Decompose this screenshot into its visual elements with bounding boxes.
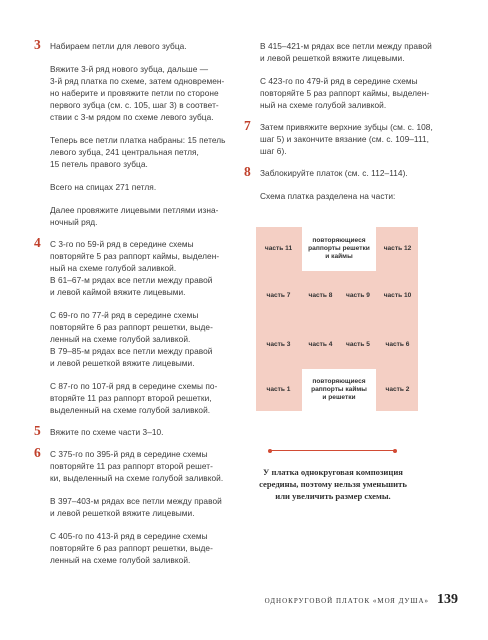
step-number: 5	[34, 423, 41, 438]
scheme-bottom-center: повторяющиеся раппорты каймы и решетки	[302, 369, 376, 411]
paragraph: Набираем петли для левого зубца.	[50, 41, 187, 51]
step-number: 4	[34, 235, 41, 250]
text-line: Вяжите 3-й ряд нового зубца, дальше —	[50, 64, 209, 74]
text-line: шаг 6).	[260, 146, 287, 156]
text-line: ленный на схеме голубой заливкой.	[50, 555, 191, 565]
text-line: ный на схеме голубой заливкой.	[50, 263, 177, 273]
text-line: С 375-го по 395-й ряд в середине схемы	[50, 449, 208, 459]
scheme-part-3: часть 3	[256, 321, 301, 368]
scheme-caption	[252, 466, 414, 502]
text-line: и левой решеткой вяжите лицевыми.	[50, 358, 195, 368]
text-line: Затем привяжите верхние зубцы (см. с. 108,	[260, 122, 433, 132]
text-line: и левой решеткой вяжите лицевыми.	[260, 53, 405, 63]
text-line: 3-й ряд платка по схеме, затем одновремен-	[50, 76, 225, 86]
step-number: 7	[244, 118, 251, 133]
text-line: повторяйте 6 раз раппорт решетки, выде-	[50, 543, 213, 553]
text-line: Вяжите по схеме части 3–10.	[50, 427, 164, 437]
caption-line: У платка однокруговая композиция	[263, 467, 403, 477]
text-line: ночный ряд.	[50, 217, 98, 227]
scheme-part-5: часть 5	[340, 321, 376, 368]
text-line: С 405-го по 413-й ряд в середине схемы	[50, 531, 208, 541]
right-column	[244, 40, 452, 202]
text-line: повторяйте 11 раз раппорт второй решет-	[50, 461, 213, 471]
step-7	[244, 118, 452, 157]
text-line: повторяйте 6 раз раппорт решетки, выде-	[50, 322, 213, 332]
text-line: и левой решеткой вяжите лицевыми.	[50, 508, 195, 518]
text-line: В 61–67-м рядах все петли между правой	[50, 275, 213, 285]
caption-line: или увеличить размер схемы.	[275, 491, 391, 501]
scheme-part-11: часть 11	[256, 227, 301, 271]
left-column	[34, 37, 234, 566]
text-line: С 423-го по 479-й ряд в середине схемы	[260, 76, 418, 86]
text-line: первого зубца (см. с. 105, шаг 3) в соответ-	[50, 100, 219, 110]
caption-line: середины, поэтому нельзя уменьшить	[259, 479, 407, 489]
scheme-top-center: повторяющиеся раппорты решетки и каймы	[302, 227, 376, 271]
scheme-part-10: часть 10	[377, 272, 418, 320]
text-line: шаг 5) и закончите вязание (см. с. 109–111,	[260, 134, 430, 144]
text-line: ленный на схеме голубой заливкой.	[50, 334, 191, 344]
scheme-part-8: часть 8	[302, 272, 339, 320]
text-line: В 79–85-м рядах все петли между правой	[50, 346, 213, 356]
scheme-part-7: часть 7	[256, 272, 301, 320]
text-line: и левой каймой вяжите лицевыми.	[50, 287, 186, 297]
text-line: С 3-го по 59-й ряд в середине схемы	[50, 239, 194, 249]
page-footer	[248, 592, 458, 608]
text-line: Далее провяжите лицевыми петлями изна-	[50, 205, 219, 215]
text-line: левого зубца, 241 центральная петля,	[50, 147, 199, 157]
step-number: 6	[34, 445, 41, 460]
scheme-part-4: часть 4	[302, 321, 339, 368]
text-line: Заблокируйте платок (см. с. 112–114).	[260, 168, 408, 178]
text-line: С 69-го по 77-й ряд в середине схемы	[50, 310, 199, 320]
scheme-part-12: часть 12	[377, 227, 418, 271]
text-line: вторяйте 11 раз раппорт второй решетки,	[50, 393, 212, 403]
text-line: В 415–421-м рядах все петли между правой	[260, 41, 432, 51]
text-line: повторяйте 5 раз раппорт каймы, выделен-	[260, 88, 430, 98]
text-line: С 87-го по 107-й ряд в середине схемы по-	[50, 381, 218, 391]
step-3	[34, 37, 234, 228]
step-number: 3	[34, 37, 41, 52]
scheme-part-1: часть 1	[256, 369, 301, 411]
text-line: выделенный на схеме голубой заливкой.	[50, 405, 211, 415]
scheme-part-9: часть 9	[340, 272, 376, 320]
shawl-scheme	[256, 227, 418, 411]
step-6	[34, 445, 234, 566]
text-line: Теперь все петли платка набраны: 15 петель	[50, 135, 226, 145]
text-line: Всего на спицах 271 петля.	[50, 182, 157, 192]
scheme-part-6: часть 6	[377, 321, 418, 368]
text-line: ствии с 3-м рядом по схеме левого зубца.	[50, 112, 214, 122]
step-8	[244, 164, 452, 179]
running-title: ОДНОКРУГОВОЙ ПЛАТОК «МОЯ ДУША»	[264, 597, 429, 605]
text-line: повторяйте 5 раз раппорт каймы, выделен-	[50, 251, 220, 261]
step-4	[34, 235, 234, 416]
scheme-intro: Схема платка разделена на части:	[260, 191, 396, 201]
step-6-continued	[244, 40, 452, 111]
step-5	[34, 423, 234, 438]
text-line: ки, выделенный на схеме голубой заливкой.	[50, 473, 224, 483]
scheme-intro-wrap	[244, 190, 452, 202]
text-line: но наберите и провяжите петли по стороне	[50, 88, 219, 98]
page-number: 139	[437, 592, 458, 607]
scheme-part-2: часть 2	[377, 369, 418, 411]
text-line: 15 петель правого зубца.	[50, 159, 148, 169]
text-line: В 397–403-м рядах все петли между правой	[50, 496, 222, 506]
step-number: 8	[244, 164, 251, 179]
text-line: ный на схеме голубой заливкой.	[260, 100, 387, 110]
decorative-divider	[270, 450, 395, 451]
